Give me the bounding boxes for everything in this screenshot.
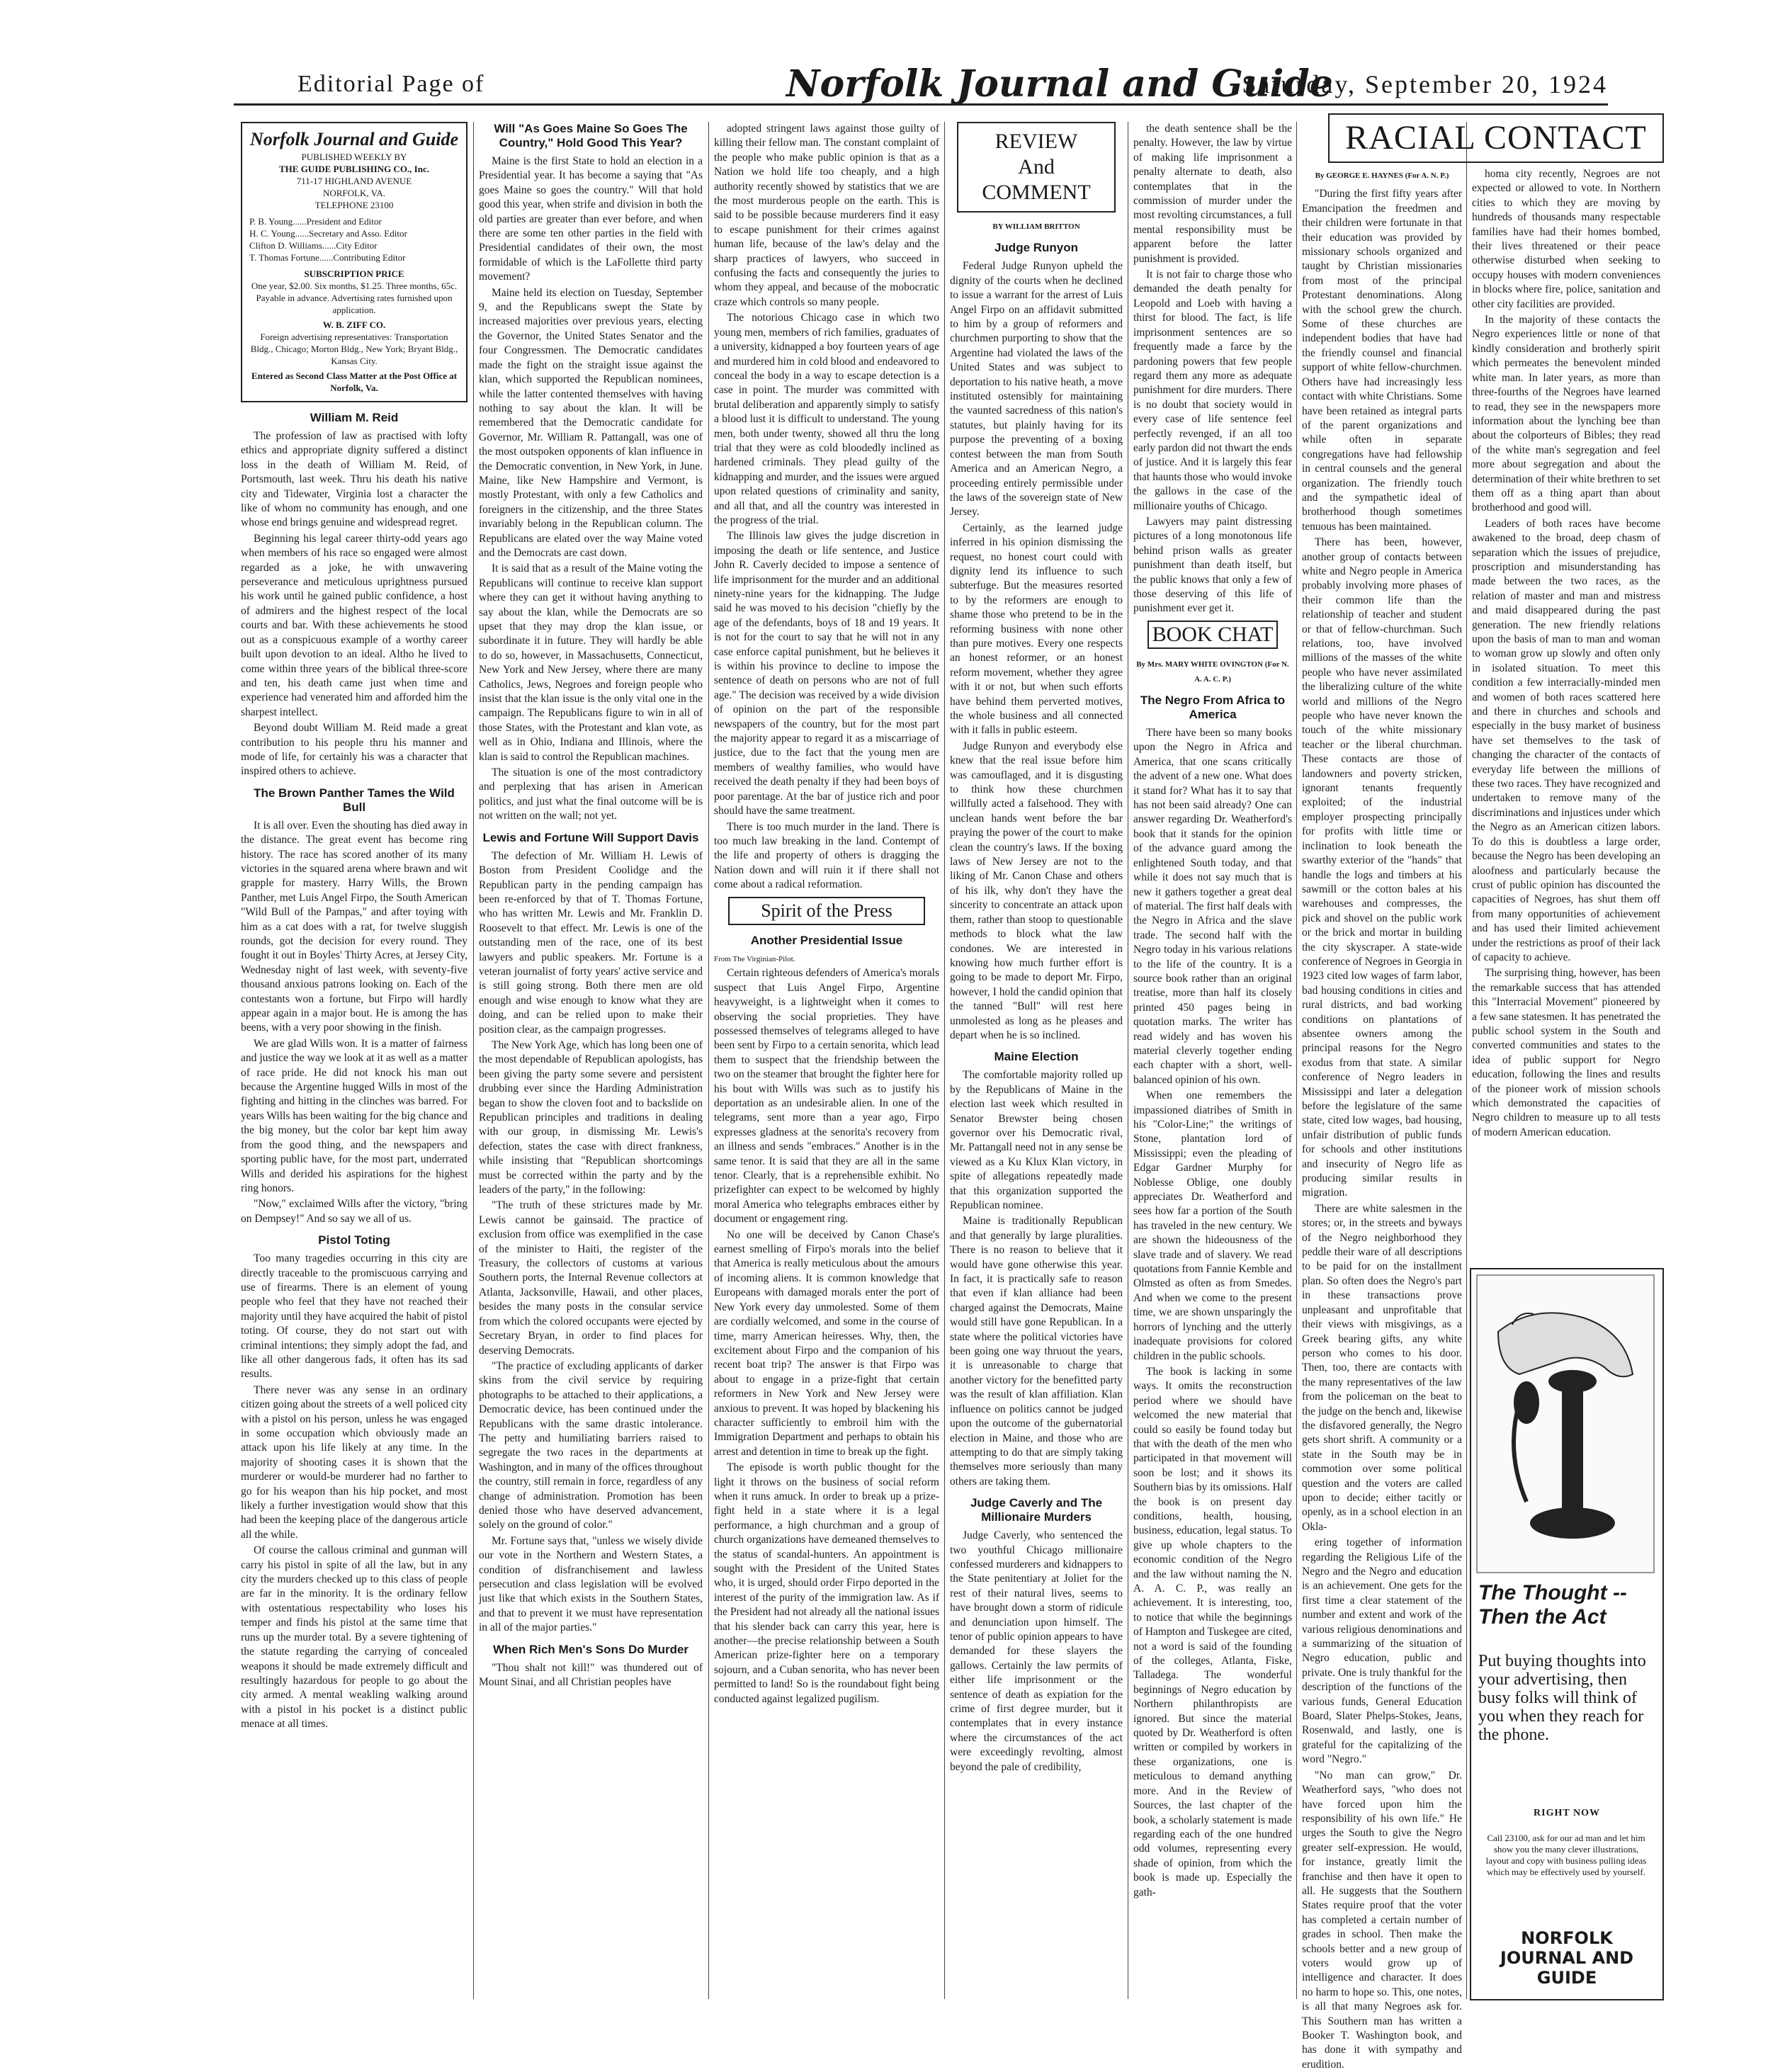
racial-contact-heading: RACIAL CONTACT xyxy=(1328,113,1664,163)
masthead-rule xyxy=(234,103,1608,106)
headline-judge-caverly: Judge Caverly and The Millionaire Murders xyxy=(970,1496,1103,1524)
paragraph: Judge Caverly, who sentenced the two youthful Chicago millionaire confessed murderers and kidnappers to the State penitentiary at Joliet for the rest of their natural lives, seems to have brought down a storm of ridicule and denunciation upon himself. The tenor of public opinion appears to have demanded for these slayers the gallows. Certainly the law permits of either life imprisonment or the sentence of death as expiation for the crime of first degree murder, but it contemplates that in every instance where the circumstances of the act were exceedingly revolting, almost beyond the pale of credibility, xyxy=(950,1529,1123,1773)
paragraph: adopted stringent laws against those guilty of killing their fellow man. The constant complaint of the people who make public opinion is that as a Nation we hold life too cheaply, and a high authority recently showed by statistics that we are the most murderous people on the earth. This is said to be possible because murderers find it easy to escape punishment for their crimes against human life, because of the law's delay and the sharp practices of lawyers, who succeed in confusing the facts and consequently the juries to whom they appeal, and because of the mobocratic craze which controls so many people. xyxy=(714,123,939,308)
paragraph: There is too much murder in the land. There is too much law breaking in the land. Contempt of the life and property of others is dragging the Nation down and will ruin it if there shall not come about a radical reformation. xyxy=(714,820,939,891)
flag-publisher: THE GUIDE PUBLISHING CO., Inc. xyxy=(278,164,429,174)
paragraph: ering together of information regarding the Religious Life of the Negro and the Negro and education is an achievement. One gets for the first time a clear statement of the number and extent and work of the various religious denominations and a summarizing of the situation of Negro education, public and private. One is truly thankful for the description of the functions of the various funds, General Education Board, Slater Phelps-Stokes, Jeans, Rosenwald, and lastly, one is grateful for the capitalizing of the word "Negro." xyxy=(1302,1536,1462,1766)
paragraph: Mr. Fortune says that, "unless we wisely divide our vote in the Northern and Western States, a condition of disfranchisement and lawless persecution and class legislation will be evolved just like that which exists in the Southern States, and that to prevent it we must have representation in all of the major parties." xyxy=(479,1534,703,1634)
paragraph: The defection of Mr. William H. Lewis of Boston from President Coolidge and the Republican party in the pending campaign has been re-enforced by that of T. Thomas Fortune, who has written Mr. Lewis and Mr. Franklin D. Roosevelt to that effect. Mr. Lewis is one of the outstanding men of the race, one of its best lawyers and public speakers. Mr. Fortune is a veteran journalist of forty years' active service and is still going strong. Both there men are old enough and wise enough to know what they are doing, and can be relied upon to make their position clear, as the campaign progresses. xyxy=(479,849,703,1036)
hand-on-telephone-icon xyxy=(1477,1275,1654,1573)
paragraph: It is not fair to charge those who demanded the death penalty for Leopold and Loeb with having a thirst for blood. The fact, is life imprisonment sentences are so frequently made a farce by the pardoning powers that few people regard them any more as adequate punishment for dire murders. There is no doubt that society would in every case of life sentence feel perfectly revenged, if an all too early pardon did not thwart the ends of justice. And it is largely this fear that haunts those who would invoke the gallows in the case of the millionaire youths of Chicago. xyxy=(1133,268,1292,512)
paragraph: The New York Age, which has long been one of the most dependable of Republican apologists, has been giving the party some severe and persistent drubbing ever since the Harding Administration began to show the cloven foot and to backslide on Republican principles and traditions in dealing with our group, in dismissing Mr. Lewis's defection, states the case with direct frankness, while insisting that "Republican shortcomings must be corrected within the party and by the leaders of the party," in the following: xyxy=(479,1038,703,1196)
paragraph: Certain righteous defenders of America's morals suspect that Luis Angel Firpo, Argentine heavyweight, is a lightweight when it comes to observing the social proprieties. They have possessed themselves of telegrams alleged to have been sent by Firpo to a certain senorita, which lead them to suspect that the friendship between the two on the steamer that brought the fighter here for his bout with Wills was such as to justify his deportation as an undesirable alien. In one of the telegrams, sent more than a year ago, Firpo expresses gladness at the senorita's recovery from an illness and sends "embraces." Another is in the same tenor. It is said that they are all in the same tenor. Clearly, that is a reprehensible exhibit. No prizefighter can expect to be welcomed by highly moral America who telegraphs embraces either by document or engagement ring. xyxy=(714,967,939,1225)
flag-price: One year, $2.00. Six months, $1.25. Three months, 65c. Payable in advance. Advertising rates furnished upon application. xyxy=(251,281,458,315)
paragraph: Lawyers may paint distressing pictures of a long monotonous life behind prison walls as greater punishment than death itself, but the public knows that only a few of those deserving of this life of punishment ever get it. xyxy=(1133,515,1292,615)
paragraph: Maine held its election on Tuesday, September 9, and the Republicans swept the State by increased majorities over previous years, electing the Governor, the United States Senator and the four Congressmen. The Democratic candidates made the fight on the straight issue against the klan, which supported the Republican nominees, while the latter contented themselves with having nothing to say about the klan. It will be remembered that the Democratic candidate for Governor, Mr. William R. Pattangall, was one of the most outspoken opponents of klan influence in the Democratic convention, in New York, in June. Maine, like New Hampshire and Vermont, is mostly Protestant, with only a few Catholics and foreigners in the citizenship, and the three States invariably belong in the Republican column. The Republicans are elated over the way Maine voted and the Democrats are cast down. xyxy=(479,286,703,559)
staff-line: H. C. Young......Secretary and Asso. Editor xyxy=(249,228,407,239)
column-7 xyxy=(1472,167,1660,1258)
masthead xyxy=(234,62,1608,112)
masthead-name: Norfolk Journal and Guide xyxy=(786,62,1333,106)
staff-line: P. B. Young......President and Editor xyxy=(249,216,382,227)
paragraph: Maine is traditionally Republican and that generally by large pluralities. There is no reason to believe that it would have gone otherwise this year. In fact, it is practically safe to reason that even if klan alliance had been charged against the Democrats, Maine would still have gone Republican. In a state where the political victories have been going one way thruout the years, it is unreasonable to charge that another victory for the benefitted party was the result of klan affiliation. Klan influence on politics cannot be judged upon the outcome of the gubernatorial election in Maine, and those who are attempting to do that are simply taking themselves more seriously than many others are taking them. xyxy=(950,1215,1123,1488)
paragraph: It is all over. Even the shouting has died away in the distance. The great event has become ring history. The race has scored another of its many victories in the squared arena where brawn and wit grapple for mastery. Harry Wills, the Brown Panther, met Luis Angel Firpo, the South American "Wild Bull of the Pampas," and after toying with him as a cat does with a rat, for twelve sluggish rounds, got the decision for every round. They fought it out in Boyles' Thirty Acres, at Jersey City, Wednesday night of last week, with seventy-five thousand anxious patrons looking on. Each of the contestants won a fortune, but Firpo will hardly appear again in a major bout. He is among the has beens, with a very poor showing in the finish. xyxy=(241,819,468,1034)
paragraph: Judge Runyon and everybody else knew that the real issue before him was camouflaged, and it is disgusting to think how these churchmen willfully acted a falsehood. They with unclean hands went before the bar praying the power of the court to make clean the country's laws. If the boxing laws of New Jersey are not to the liking of Mr. Canon Chase and others of his ilk, why don't they have the sincerity to concentrate an attack upon them, rather than stoop to questionable methods to block what the law condones. We are interested in knowing how much further effort is going to be made to deport Mr. Firpo, however, I hold the candid opinion that the tanned "Bull" will rest here unmolested as long as he pleases and depart when he is so inclined. xyxy=(950,740,1123,1041)
column-5 xyxy=(1133,122,1292,1999)
paragraph: The Illinois law gives the judge discretion in imposing the death or life sentence, and Justice John R. Caverly decided to impose a sentence of life imprisonment for the murder and an additional ninety-nine years for the kidnapping. The Judge said he was moved to his decision "chiefly by the age of the defendants, boys of 18 and 19 years. It is not for the court to say that he will not in any case enforce capital punishment, but he believes it is within his province to decline to impose the sentence of death on persons who are not of full age." The decision was received by a wide division of opinion on the part of the responsible newspapers of the country, but for the most part the majority appear to regard it as a miscarriage of justice, due to the fact that the young men are members of wealthy families, who would have received the death penalty if they had been boys of poor parentage. At the bar of justice rich and poor should have the same treatment. xyxy=(714,530,939,817)
paragraph: There has been, however, another group of contacts between white and Negro people in America probably involving more phases of their common life than the relationship of teacher and student or that of fellow-churchman. Such relations, too, have involved millions of the masses of the white people who have never assimilated the liberalizing culture of the white world and millions of the Negro people who have never known the touch of the white missionary teacher or the liberal churchman. These contacts are those of landowners and poverty stricken, ignorant tenants frequently exploited; of the industrial employer prospecting principally for profits with little time or inclination to look beneath the swarthy exterior of the "hands" that handle the logs and timbers at his sawmill or the cotton bales at his warehouses and compresses, the pick and shovel on the public work or the brick and mortar in building the city skyscraper. A state-wide conference of Negroes in Georgia in 1923 cited low wages of farm labor, bad housing conditions in cities and rural districts, and bad working conditions on plantations of absentee owners among the principal reasons for the Negro exodus from that state. A similar conference of Negro leaders in Mississippi and later a delegation before the legislature of the same state, cited low wages, bad housing, unfair distribution of public funds for schools and other institutions and insecurity of Negro life as producing similar results in migration. xyxy=(1302,536,1462,1199)
ad-sub: RIGHT NOW xyxy=(1534,1808,1600,1818)
column-3 xyxy=(714,122,939,1999)
masthead-label: Editorial Page of xyxy=(298,71,485,97)
paragraph: The situation is one of the most contradictory and perplexing that has arisen in American politics, and just what the final outcome will be is not written on the wall; not yet. xyxy=(479,766,703,822)
review-comment-box xyxy=(957,122,1116,213)
headline-lewis-fortune: Lewis and Fortune Will Support Davis xyxy=(482,830,699,844)
and-word: And xyxy=(1018,155,1055,179)
book-chat-box: BOOK CHAT xyxy=(1148,621,1278,649)
advertisement xyxy=(1470,1268,1664,2000)
column-rule xyxy=(944,122,945,1999)
paragraph: No one will be deceived by Canon Chase's earnest smelling of Firpo's morals into the belief that America is really meticulous about the amours of incoming aliens. It is common knowledge that Europeans with damaged morals enter the port of New York every day unmolested. Some of them are cordially welcomed, and some in the course of time, marry American heiresses. Why, then, the excitement about Firpo and the companion of his recent boat trip? The answer is that Firpo was about to engage in a prize-fight that certain reformers in New York and New Jersey were anxious to prevent. It was hoped by blackening his character sufficiently to embroil him with the Immigration Department and perhaps to obtain his arrest and detention in time to break up the fight. xyxy=(714,1228,939,1458)
paragraph: The comfortable majority rolled up by the Republicans of Maine in the election last week which resulted in Senator Brewster being chosen governor over his Democratic rival, Mr. Pattangall need not in any sense be viewed as a Ku Klux Klan victory, in spite of allegations repeatedly made that this organization supported the Republican nominee. xyxy=(950,1069,1123,1211)
paragraph: Too many tragedies occurring in this city are directly traceable to the promiscuous carrying and use of firearms. There is an element of young people who feel that they have not reached their majority until they have acquired the habit of pistol toting. Of course, they do not start out with criminal intentions; they simply adopt the fad, and like all other dangerous fads, it often has its sad results. xyxy=(241,1252,468,1381)
flag-title: Norfolk Journal and Guide xyxy=(250,129,458,149)
headline-maine-election: Maine Election xyxy=(994,1050,1079,1064)
paper-flag xyxy=(241,122,468,402)
paragraph: When one remembers the impassioned diatribes of Smith in his "Color-Line;" the writings of Stone, plantation lord of Mississippi; even the pleading of Edgar Gardner Murphy for Noblesse Oblige, one doubly appreciates Dr. Weatherford and sees how far a portion of the South has traveled in the new century. We are shown the hideousness of the slave trade and of slavery. We read quotations from Fannie Kemble and Olmsted as often as from Smedes. And when we come to the present time, we are shown unsparingly the horrors of lynching and the utterly inadequate provisions for colored children in the public schools. xyxy=(1133,1089,1292,1362)
column-4 xyxy=(950,122,1123,1999)
ad-small-text: Call 23100, ask for our ad man and let him show you the many clever illustrations, layout and copy with business pulling ideas which may be effectively used by yourself. xyxy=(1485,1833,1647,1877)
headline-brown-panther: The Brown Panther Tames the Wild Bull xyxy=(254,786,455,814)
column-6 xyxy=(1302,167,1462,2071)
paragraph: Certainly, as the learned judge inferred in his opinion dismissing the request, no honest court could with dignity lend its influence to such subterfuge. But the measures resorted to by the reformers are enough to shame those who pretend to be in the reforming business with none other than pure motives. Every one respects an honest reformer, or an honest reform movement, whether they agree with it or not, but when such efforts have behind them perverted motives, the whole business and all connected with it falls in public esteem. xyxy=(950,521,1123,737)
source-line: From The Virginian-Pilot. xyxy=(714,954,795,963)
paragraph: In the majority of these contacts the Negro experiences little or none of that kindly consideration and brotherly spirit which permeates the benevolent minded white man. In later years, as more than three-fourths of the Negroes have learned to read, they see in the newspapers more information about the lynching bee than about the colporteurs of Bibles; they read of the white man's segregation and feel more about segregation and about the determination of their white brethren to set them off as a thing apart than about brotherhood and good will. xyxy=(1472,314,1660,514)
paragraph: It is said that as a result of the Maine voting the Republicans will continue to receive klan support where they can get it without having anything to say about the klan, while the Democrats are so upset that they may drop the klan issue, or subordinate it in future. They will hardly be able to do so, however, in Massachusetts, Connecticut, New York and New Jersey, where there are many Catholics, Jews, Negroes and foreign people who insist that the klan issue is the only vital one in the campaign. The Republicans figure to win in all of those States, with the Protestant and klan vote, as well as in Ohio, Indiana and Illinois, where the klan is said to control the Republican machines. xyxy=(479,562,703,763)
flag-address1: 711-17 HIGHLAND AVENUE xyxy=(296,176,412,186)
paragraph: The surprising thing, however, has been the remarkable success that has attended this "Interracial Movement" pioneered by a few sane statesmen. It has penetrated the public school system in the South and converted communities and states to the idea of public support for Negro education, following the lines and results of the pioneer work of mission schools which demonstrated the capacities of Negro children to measure up to all tests of modern American education. xyxy=(1472,967,1660,1138)
paragraph: Leaders of both races have become awakened to the broad, deep chasm of separation which the issues of prejudice, proscription and misunderstanding has made between the two races, as the relation of master and man and mistress and maid disappeared during the past generation. The new friendly relations upon the basis of man to man and woman to woman grow up slowly and often only in isolated situation. To meet this condition a few interracially-minded men and women of both races scattered here and there in churches and schools and especially in the busy market of business have set themselves to the task of changing the character of the contacts of everyday life between the millions of these two races. They have recognized and undertaken to remove many of the discriminations and injustices under which the Negro as an American citizen labors. To do this is doubtless a large order, because the Negro has been developing an aloofness and particularly because the crust of public opinion has discounted the capacities of Negroes, has shut them off from many opportunities of achievement and has used their limited achievement under the restrictions as proof of their lack of capacity to achieve. xyxy=(1472,517,1660,963)
paragraph: "No man can grow," Dr. Weatherford says, "who does not have forced upon him the responsibility of his own life." He urges the South to give the Negro greater self-expression. He would, for instance, greatly limit the franchise and then have it open to all. He suggests that the Southern States require proof that the voter has completed a certain number of grades in school. Then make the schools better and a new group of voters would grow up of intelligence and character. It does no harm to hope so. This, one notes, is all that many Negroes ask for. This Southern man has written a Booker T. Washington book, and has done it with sympathy and erudition. xyxy=(1302,1769,1462,2071)
headline-negro-africa-america: The Negro From Africa to America xyxy=(1140,694,1286,722)
ad-body: Put buying thoughts into your advertising, then busy folks will think of you when they reach for the phone. xyxy=(1478,1652,1646,1744)
byline-ovington: By Mrs. MARY WHITE OVINGTON (For N. A. A. C. P.) xyxy=(1136,660,1289,684)
paragraph: The profession of law as practised with lofty ethics and appropriate dignity suffered a distinct loss in the death of William M. Reid, of Portsmouth, last week. Thru his death his native city and Tidewater, Virginia lost a character the like of whom no community has enough, and one whose end brings genuine and widespread regret. xyxy=(241,430,468,529)
column-rule xyxy=(1466,122,1467,1999)
paragraph: Maine is the first State to hold an election in a Presidential year. It has become a saying that "As goes Maine so goes the country." Will that hold good this year, when strife and division in both the old parties are greater than ever before, and when there are some ten other parties in the field with Presidential candidates of their own, the most formidable of which is the LaFollette third party movement? xyxy=(479,155,703,283)
paragraph: "The truth of these strictures made by Mr. Lewis cannot be gainsaid. The practice of exclusion from office was exemplified in the case of the minister to Haiti, the register of the Treasury, the collectors of customs at various Southern ports, the Internal Revenue collectors at Atlanta, Jacksonville, Hawaii, and other places, besides the many posts in the consular service from which the colored occupants were ejected by Secretary Bryan, in order to find places for deserving Democrats. xyxy=(479,1199,703,1357)
flag-entry: Entered as Second Class Matter at the Post Office at Norfolk, Va. xyxy=(251,370,458,393)
flag-agent: W. B. ZIFF CO. xyxy=(322,319,386,330)
paragraph: "Thou shalt not kill!" was thundered out of Mount Sinai, and all Christian peoples have xyxy=(479,1661,703,1689)
paragraph: There are white salesmen in the stores; or, in the streets and byways of the Negro neighborhood they peddle their ware of all descriptions to be paid for on the installment plan. So often does the Negro's part in these transactions prove unpleasant and unprofitable that their views with misgivings, as a Greek bearing gifts, any white person who comes to his door. Then, too, there are contacts with the many representatives of the law from the policeman on the beat to the judge on the bench and, likewise the disfavored generally, the Negro gets short shrift. A community or a state in the South may be in commotion over some political question and the voters are called upon to decide; either tacitly or openly, as in a school election in an Okla- xyxy=(1302,1202,1462,1533)
paragraph: The episode is worth public thought for the light it throws on the business of social reform when it runs amuck. In order to break up a prize-fight held in a state where it is a legal performance, a high churchman and a group of church organizations have demeaned themselves to the status of scandal-hunters. An appointment is sought with the President of the United States who, it is urged, should order Firpo deported in the interest of the purity of the immigration law. As if the President had not already all the national issues that his slender back can carry this year, here is another—the precise relationship between a South American prize-fighter here on a temporary sojourn, and a Cuban senorita, who has never been permitted to land! So is the roundabout fight being conducted against legalized pugilism. xyxy=(714,1461,939,1705)
ad-footer: NORFOLK JOURNAL AND GUIDE xyxy=(1500,1928,1634,1988)
paragraph: The notorious Chicago case in which two young men, members of rich families, graduates of a university, kidnapped a boy fourteen years of age and murdered him in cold blood and endeavored to conceal the body in a way to escape detection is a case in point. The murder was committed with brutal deliberation and apparently simply to satisfy a blood lust it is difficult to understand. The young men, both under twenty, showed all thru the long trial that they were as cold bloodedly inclined as hardened criminals. They plead guilty of the kidnapping and murder, and the issues were argued upon related questions of criminality and sanity, and all that, and all the country was interested in the progress of the trial. xyxy=(714,312,939,526)
staff-line: T. Thomas Fortune......Contributing Editor xyxy=(249,252,406,263)
paragraph: There never was any sense in an ordinary citizen going about the streets of a well policed city with a pistol on his person, unless he was engaged in some occupation which obviously made an attack upon his life likely at any time. In the majority of shooting cases it is shown that the murderer or would-be murderer had no farther to go for his weapon than his hip pocket, and most likely a further investigation would show that this had been the keeping place of the dangerous article all the while. xyxy=(241,1383,468,1541)
flag-address2: NORFOLK, VA. xyxy=(322,188,385,198)
paragraph: "During the first fifty years after Emancipation the freedmen and their children were fortunate in that their education was provided by missionary schools organized and taught by Christian missionaries from most of the principal Protestant denominations. Along with the school grew the church. Some of these churches are independent bodies that have had the friendly counsel and financial support of white fellow-churchmen. Others have had increasingly less contact with white Christians. Some have been retained as integral parts of the parent organizations and while often in separate congregations have had fellowship in central counsels and the general organization. The friendly touch and the sympathetic ideal of brotherhood though sometimes tenuous has been maintained. xyxy=(1302,188,1462,533)
ad-headline: The Thought --Then the Act xyxy=(1478,1581,1627,1629)
byline-britton: BY WILLIAM BRITTON xyxy=(992,222,1080,231)
paragraph: "Now," exclaimed Wills after the victory, "bring on Dempsey!" And so say we all of us. xyxy=(241,1198,468,1225)
flag-agent-text: Foreign advertising representatives: Transportation Bldg., Chicago; Morton Bldg., New York; Bryant Bldg., Kansas City. xyxy=(250,332,458,366)
flag-published: PUBLISHED WEEKLY BY xyxy=(301,152,407,162)
column-rule xyxy=(473,122,474,1999)
headline-rich-mens-sons: When Rich Men's Sons Do Murder xyxy=(492,1642,689,1656)
paragraph: Beyond doubt William M. Reid made a great contribution to his people thru his manner and mode of life, for certainly his was a character that inspired others to achieve. xyxy=(241,722,468,778)
headline-pistol-toting: Pistol Toting xyxy=(318,1233,390,1247)
headline-maine: Will "As Goes Maine So Goes The Country," Hold Good This Year? xyxy=(494,122,688,149)
headline-reid: William M. Reid xyxy=(310,411,399,424)
column-2 xyxy=(479,122,703,1999)
flag-price-head: SUBSCRIPTION PRICE xyxy=(304,268,404,279)
masthead-date: Saturday, September 20, 1924 xyxy=(1242,70,1608,98)
byline-haynes: By GEORGE E. HAYNES (For A. N. P.) xyxy=(1315,171,1449,180)
paragraph: The book is lacking in some ways. It omits the reconstruction period where we should have welcomed the new material that could so easily be found today but that with the death of the men who participated in that movement will soon be lost; and it shows its Southern bias by its omissions. Half the book is on present day conditions, health, housing, business, education, legal status. To give up whole chapters to the economic condition of the Negro and the law without naming the N. A. A. C. P., was really an achievement. It is interesting, too, to notice that while the beginnings of Hampton and Tuskegee are cited, not a word is said of the founding of the colleges, Atlanta, Fiske, Talladega. The wonderful beginnings of Negro education by Northern philanthropists are ignored. But since the material quoted by Dr. Weatherford is often written or compiled by workers in these organizations, one is meticulous to demand anything more. And in the Review of Sources, the last chapter of the book, a scholarly statement is made regarding each of the one hundred odd volumes, representing every shade of opinion, from which the book is made up. Especially the gath- xyxy=(1133,1365,1292,1898)
paragraph: Federal Judge Runyon upheld the dignity of the courts when he declined to issue a warrant for the arrest of Luis Angel Firpo on an affidavit submitted to him by a group of reformers and churchmen purporting to show that the Argentine had violated the laws of the United States and was subject to deportation to his native heath, a move instituted ostensibly for maintaining the vaunted sacredness of this nation's statutes, but plainly having for its purpose the preventing of a boxing contest between the man from South America and an American Negro, a proceeding entirely permissible under the laws of the sovereign state of New Jersey. xyxy=(950,260,1123,519)
spirit-of-press-box: Spirit of the Press xyxy=(728,897,925,925)
headline-presidential-issue: Another Presidential Issue xyxy=(750,933,903,947)
paragraph: homa city recently, Negroes are not expected or allowed to vote. In Northern cities to which they are moving by hundreds of thousands many respectable families have had their homes bombed, their lives threatened or their peace otherwise disturbed when seeking to occupy houses with modern conveniences in blocks where fire, police, sanitation and other city facilities are provided. xyxy=(1472,168,1660,310)
paragraph: There have been so many books upon the Negro in Africa and America, that one scans critically the advent of a new one. What does it stand for? What has it to say that has not been said already? One can answer regarding Dr. Weatherford's book that it stands for the opinion of the advance guard among the enlightened South today, and that while it does not say much that is new it gathers together a great deal of material. The first half deals with the Negro in Africa and the slave trade. The second half with the Negro today in his various relations to the life of the country. It is a source book rather than an original treatise, more than half its closely printed 450 pages being in quotation marks. The writer has read widely and has woven his material cleverly together ending each chapter with a short, well-balanced opinion of his own. xyxy=(1133,727,1292,1086)
flag-staff xyxy=(249,215,459,264)
comment-word: COMMENT xyxy=(982,181,1091,204)
paragraph: "The practice of excluding applicants of darker skins from the civil service by requiring photographs to be attached to their applications, a Democratic device, has been continued under the Republicans with the same drastic intolerance. The petty and humiliating barriers raised to segregate the two races in the departments at Washington, and in many of the offices throughout the country, still remain in force, regardless of any change of administration. Promotion has been denied those who have deserved advancement, solely on the ground of color." xyxy=(479,1359,703,1532)
paragraph: Beginning his legal career thirty-odd years ago when members of his race so engaged were almost regarded as a joke, he with unwavering perseverance and meticulous uprightness pursued his work until he gained public confidence, a host of admirers and the highest respect of the local courts and bar. With these achievements he stood out as a conspicuous example of a worthy career built upon devotion to an ideal. Altho he lived to come within three years of the biblical three-score and ten, his death came just when time and experience had venerated him and afforded him the sharpest intellect. xyxy=(241,532,468,718)
column-rule xyxy=(708,122,709,1999)
flag-phone: TELEPHONE 23100 xyxy=(314,200,394,210)
paragraph: We are glad Wills won. It is a matter of fairness and justice the way we look at it as well as a matter of race pride. He did not knock his man out because the Argentine hugged Wills in most of the fighting and hitting in the clinches was barred. For years Wills has been waiting for the big chance and the big money, but the color bar kept him away from the good thing, and the newspapers and sporting public have, for the most part, underrated Wills and derided his aspirations for the highest ring honors. xyxy=(241,1037,468,1194)
paragraph: Of course the callous criminal and gunman will carry his pistol in spite of all the law, but in any city the murders checked up to this class of people are far in the minority. It is the ordinary fellow with ostentatious respectability who loses his temper and finds his pistol at the same time that runs up the murder total. By a severe tightening of the statute regarding the carrying of concealed weapons it should be made extremely difficult and resultingly hazardous for people to go about the city armed. A mental weakling walking around with a pistol in his pocket is a distinct public menace at all times. xyxy=(241,1544,468,1731)
column-1 xyxy=(241,122,468,1999)
column-rule xyxy=(1296,122,1297,1999)
staff-line: Clifton D. Williams......City Editor xyxy=(249,240,378,251)
paragraph: the death sentence shall be the penalty. However, the law by virtue of making life imprisonment a penalty alternate to death, also contemplates that in the commission of murder under the most revolting circumstances, a full mental responsibility must be apparent before the latter punishment is provided. xyxy=(1133,123,1292,265)
review-word: REVIEW xyxy=(994,130,1078,153)
headline-judge-runyon: Judge Runyon xyxy=(994,241,1079,255)
